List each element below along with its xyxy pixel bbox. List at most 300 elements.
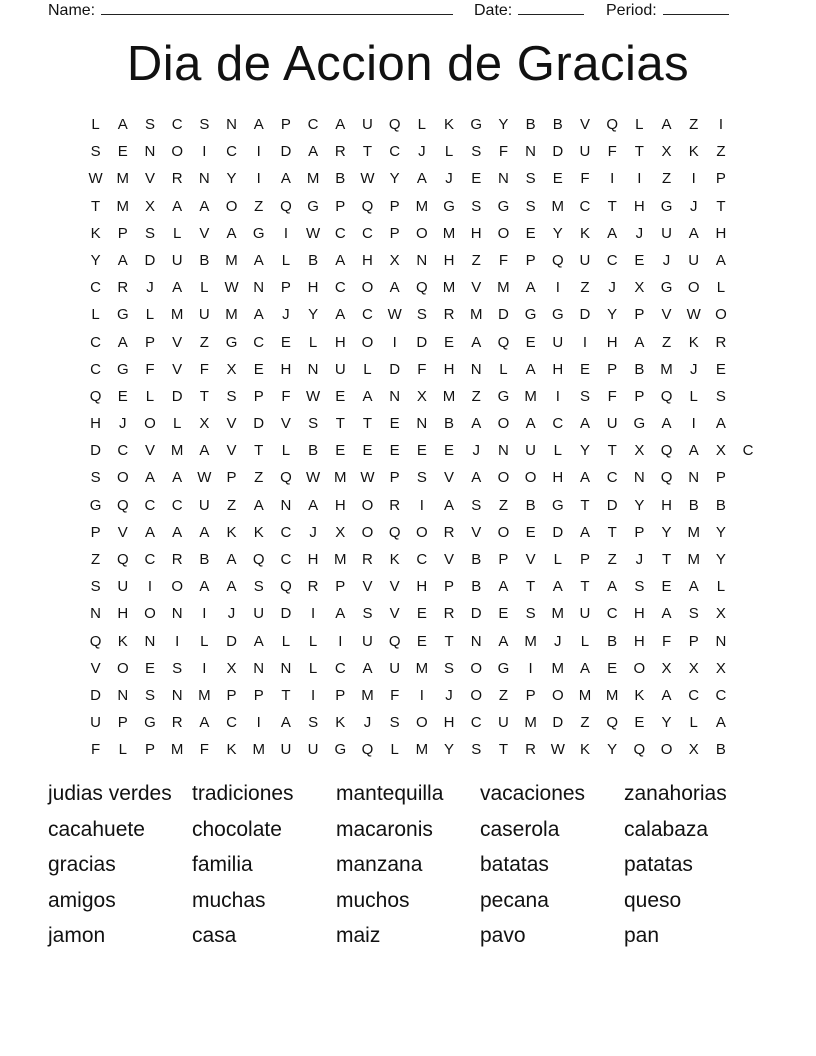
grid-letter[interactable]: L [281, 251, 291, 269]
grid-letter[interactable]: V [172, 360, 183, 378]
grid-letter[interactable]: A [471, 469, 482, 487]
grid-letter[interactable]: B [308, 251, 319, 269]
grid-letter[interactable]: S [525, 605, 536, 623]
grid-letter[interactable]: H [633, 197, 645, 215]
grid-letter[interactable]: P [444, 578, 455, 596]
grid-letter[interactable]: Y [226, 170, 237, 188]
grid-letter[interactable]: I [419, 496, 424, 514]
grid-letter[interactable]: Y [661, 714, 672, 732]
grid-letter[interactable]: R [171, 170, 183, 188]
grid-letter[interactable]: V [661, 306, 672, 324]
grid-letter[interactable]: Y [661, 523, 672, 541]
grid-letter[interactable]: G [334, 741, 347, 759]
grid-letter[interactable]: A [335, 306, 346, 324]
grid-letter[interactable]: Y [308, 306, 319, 324]
grid-letter[interactable]: A [117, 251, 128, 269]
grid-letter[interactable]: S [308, 415, 319, 433]
grid-letter[interactable]: E [607, 659, 618, 677]
grid-letter[interactable]: N [198, 170, 210, 188]
grid-letter[interactable]: P [607, 360, 618, 378]
grid-letter[interactable]: D [280, 605, 292, 623]
grid-letter[interactable]: A [715, 415, 726, 433]
grid-letter[interactable]: L [200, 279, 209, 297]
grid-letter[interactable]: Q [606, 714, 618, 732]
grid-letter[interactable]: O [225, 197, 238, 215]
grid-letter[interactable]: Q [388, 632, 401, 650]
grid-letter[interactable]: O [416, 523, 428, 541]
grid-letter[interactable]: I [202, 605, 207, 623]
grid-letter[interactable]: P [280, 116, 291, 133]
grid-letter[interactable]: I [718, 116, 723, 133]
grid-letter[interactable]: B [688, 496, 699, 514]
grid-letter[interactable]: T [444, 632, 454, 650]
grid-letter[interactable]: P [335, 197, 346, 215]
grid-letter[interactable]: X [715, 442, 726, 460]
grid-letter[interactable]: L [281, 632, 291, 650]
grid-letter[interactable]: O [116, 659, 129, 677]
grid-letter[interactable]: L [308, 632, 318, 650]
grid-letter[interactable]: W [306, 387, 321, 405]
grid-letter[interactable]: A [607, 578, 618, 596]
grid-letter[interactable]: I [202, 143, 207, 161]
grid-letter[interactable]: L [444, 143, 454, 161]
grid-letter[interactable]: T [580, 578, 590, 596]
grid-letter[interactable]: N [171, 686, 183, 704]
grid-letter[interactable]: C [389, 143, 401, 161]
grid-letter[interactable]: H [280, 360, 292, 378]
grid-letter[interactable]: U [389, 659, 401, 677]
grid-letter[interactable]: Z [716, 143, 726, 161]
grid-letter[interactable]: A [308, 496, 319, 514]
grid-letter[interactable]: Y [552, 224, 563, 242]
grid-letter[interactable]: U [198, 306, 210, 324]
grid-letter[interactable]: G [660, 197, 673, 215]
grid-letter[interactable]: O [116, 469, 129, 487]
grid-letter[interactable]: I [256, 170, 261, 188]
grid-letter[interactable]: C [416, 551, 428, 568]
grid-letter[interactable]: A [172, 469, 183, 487]
grid-letter[interactable]: M [225, 306, 238, 324]
grid-letter[interactable]: H [117, 605, 129, 623]
grid-letter[interactable]: A [498, 632, 509, 650]
grid-letter[interactable]: S [90, 578, 101, 596]
grid-letter[interactable]: A [688, 442, 699, 460]
grid-letter[interactable]: C [362, 224, 373, 242]
grid-letter[interactable]: J [608, 279, 616, 297]
grid-letter[interactable]: D [171, 387, 183, 405]
grid-letter[interactable]: S [715, 387, 726, 405]
grid-letter[interactable]: M [170, 306, 184, 324]
grid-letter[interactable]: F [661, 632, 672, 650]
grid-letter[interactable]: C [280, 523, 292, 541]
grid-letter[interactable]: J [635, 224, 644, 242]
grid-letter[interactable]: S [144, 116, 155, 133]
grid-letter[interactable]: I [392, 333, 397, 351]
grid-letter[interactable]: Z [91, 551, 101, 568]
grid-letter[interactable]: U [280, 741, 292, 759]
grid-letter[interactable]: E [634, 714, 645, 732]
grid-letter[interactable]: E [117, 387, 128, 405]
grid-letter[interactable]: Q [388, 523, 401, 541]
grid-letter[interactable]: L [553, 442, 562, 460]
grid-letter[interactable]: U [117, 578, 129, 596]
grid-letter[interactable]: K [688, 143, 699, 161]
grid-letter[interactable]: M [687, 523, 700, 541]
grid-letter[interactable]: X [389, 251, 400, 269]
grid-letter[interactable]: O [687, 279, 700, 297]
grid-letter[interactable]: K [579, 224, 590, 242]
grid-letter[interactable]: C [90, 360, 102, 378]
grid-letter[interactable]: L [281, 442, 291, 460]
grid-letter[interactable]: I [202, 659, 207, 677]
grid-letter[interactable]: E [498, 605, 509, 623]
grid-letter[interactable]: U [688, 251, 700, 269]
grid-letter[interactable]: V [226, 442, 237, 460]
grid-letter[interactable]: I [528, 659, 533, 677]
grid-letter[interactable]: M [170, 442, 184, 460]
grid-letter[interactable]: I [175, 632, 180, 650]
grid-letter[interactable]: J [146, 279, 154, 297]
grid-letter[interactable]: M [524, 387, 537, 405]
grid-letter[interactable]: T [281, 686, 291, 704]
grid-letter[interactable]: U [606, 415, 618, 433]
grid-letter[interactable]: P [253, 686, 264, 704]
grid-letter[interactable]: O [171, 578, 183, 596]
grid-letter[interactable]: Y [715, 551, 726, 568]
grid-letter[interactable]: V [199, 224, 210, 242]
grid-letter[interactable]: L [145, 306, 155, 324]
grid-letter[interactable]: G [443, 197, 455, 215]
grid-letter[interactable]: P [715, 469, 726, 487]
grid-letter[interactable]: A [634, 333, 645, 351]
grid-letter[interactable]: R [117, 279, 129, 297]
grid-letter[interactable]: I [147, 578, 153, 596]
grid-letter[interactable]: H [715, 224, 727, 242]
grid-letter[interactable]: C [144, 551, 156, 568]
grid-letter[interactable]: S [362, 605, 373, 623]
grid-letter[interactable]: P [688, 632, 699, 650]
grid-letter[interactable]: Z [498, 496, 508, 514]
grid-letter[interactable]: H [552, 469, 564, 487]
grid-letter[interactable]: V [389, 578, 400, 596]
grid-letter[interactable]: T [580, 496, 590, 514]
grid-letter[interactable]: U [198, 496, 210, 514]
grid-letter[interactable]: W [360, 170, 375, 188]
grid-letter[interactable]: A [362, 659, 373, 677]
grid-letter[interactable]: E [525, 224, 536, 242]
grid-letter[interactable]: Q [280, 197, 292, 215]
grid-letter[interactable]: Q [551, 251, 564, 269]
grid-letter[interactable]: O [497, 523, 510, 541]
grid-letter[interactable]: P [389, 224, 400, 242]
grid-letter[interactable]: P [525, 251, 536, 269]
grid-letter[interactable]: P [634, 387, 645, 405]
grid-letter[interactable]: P [389, 469, 400, 487]
grid-letter[interactable]: E [579, 360, 590, 378]
grid-letter[interactable]: E [389, 442, 400, 460]
grid-letter[interactable]: G [225, 333, 238, 351]
grid-letter[interactable]: Z [607, 551, 617, 568]
grid-letter[interactable]: A [444, 496, 455, 514]
grid-letter[interactable]: H [307, 551, 319, 568]
grid-letter[interactable]: A [389, 279, 400, 297]
grid-letter[interactable]: I [610, 170, 615, 188]
grid-letter[interactable]: G [551, 306, 564, 324]
grid-letter[interactable]: H [661, 496, 672, 514]
grid-letter[interactable]: A [525, 415, 536, 433]
grid-letter[interactable]: A [471, 415, 482, 433]
grid-letter[interactable]: U [525, 442, 537, 460]
grid-letter[interactable]: M [687, 551, 700, 568]
grid-letter[interactable]: G [524, 306, 537, 324]
grid-letter[interactable]: I [691, 170, 696, 188]
grid-letter[interactable]: G [660, 279, 673, 297]
grid-letter[interactable]: I [283, 224, 288, 242]
grid-letter[interactable]: N [470, 632, 482, 650]
grid-letter[interactable]: E [444, 442, 455, 460]
grid-letter[interactable]: Y [579, 442, 590, 460]
grid-letter[interactable]: N [497, 442, 509, 460]
grid-letter[interactable]: O [715, 306, 727, 324]
grid-letter[interactable]: C [470, 714, 482, 732]
grid-letter[interactable]: F [281, 387, 291, 405]
grid-letter[interactable]: A [688, 224, 699, 242]
grid-letter[interactable]: D [552, 143, 564, 161]
grid-letter[interactable]: S [416, 469, 427, 487]
grid-letter[interactable]: A [715, 251, 726, 269]
grid-letter[interactable]: M [225, 251, 238, 269]
grid-letter[interactable]: X [144, 197, 155, 215]
grid-letter[interactable]: A [199, 578, 210, 596]
grid-letter[interactable]: P [117, 714, 128, 732]
grid-letter[interactable]: R [443, 523, 455, 541]
grid-letter[interactable]: S [199, 116, 210, 133]
grid-letter[interactable]: F [607, 387, 617, 405]
grid-letter[interactable]: K [634, 686, 645, 704]
grid-letter[interactable]: O [144, 415, 156, 433]
grid-letter[interactable]: A [172, 279, 183, 297]
grid-letter[interactable]: V [471, 279, 482, 297]
grid-letter[interactable]: J [309, 523, 317, 541]
grid-letter[interactable]: C [226, 143, 237, 161]
grid-letter[interactable]: U [497, 714, 509, 732]
grid-letter[interactable]: H [307, 279, 319, 297]
grid-letter[interactable]: A [579, 523, 590, 541]
grid-letter[interactable]: B [525, 496, 536, 514]
grid-letter[interactable]: Z [661, 333, 672, 351]
grid-letter[interactable]: N [253, 279, 265, 297]
grid-letter[interactable]: I [256, 714, 261, 732]
grid-letter[interactable]: T [362, 415, 373, 433]
name-field[interactable] [48, 0, 453, 20]
grid-letter[interactable]: P [389, 197, 400, 215]
grid-letter[interactable]: A [199, 714, 210, 732]
grid-letter[interactable]: Q [660, 387, 673, 405]
grid-letter[interactable]: C [742, 442, 754, 460]
grid-letter[interactable]: B [552, 116, 563, 133]
grid-letter[interactable]: G [470, 116, 483, 133]
grid-letter[interactable]: W [360, 469, 375, 487]
grid-letter[interactable]: U [171, 251, 183, 269]
grid-letter[interactable]: K [226, 741, 237, 759]
grid-letter[interactable]: W [306, 224, 321, 242]
grid-letter[interactable]: U [334, 360, 346, 378]
grid-letter[interactable]: F [91, 741, 101, 759]
grid-letter[interactable]: P [634, 306, 645, 324]
grid-letter[interactable]: E [335, 387, 346, 405]
grid-letter[interactable]: M [198, 686, 211, 704]
grid-letter[interactable]: W [387, 306, 402, 324]
grid-letter[interactable]: A [226, 224, 237, 242]
grid-letter[interactable]: P [226, 686, 237, 704]
grid-letter[interactable]: L [91, 306, 100, 324]
grid-letter[interactable]: O [361, 523, 374, 541]
grid-letter[interactable]: O [361, 496, 374, 514]
grid-letter[interactable]: H [606, 333, 618, 351]
grid-letter[interactable]: C [334, 224, 346, 242]
grid-letter[interactable]: T [362, 143, 373, 161]
grid-letter[interactable]: L [716, 578, 726, 596]
grid-letter[interactable]: C [606, 605, 618, 623]
grid-letter[interactable]: F [199, 741, 209, 759]
grid-letter[interactable]: V [444, 469, 455, 487]
grid-letter[interactable]: Q [252, 551, 265, 568]
grid-letter[interactable]: U [579, 143, 591, 161]
grid-letter[interactable]: U [552, 333, 564, 351]
grid-letter[interactable]: B [471, 551, 482, 568]
grid-letter[interactable]: D [90, 442, 102, 460]
period-blank[interactable] [663, 0, 729, 15]
grid-letter[interactable]: V [144, 170, 155, 188]
grid-letter[interactable]: M [551, 659, 565, 677]
grid-letter[interactable]: C [90, 279, 102, 297]
grid-letter[interactable]: P [715, 170, 726, 188]
grid-letter[interactable]: B [199, 551, 210, 568]
grid-letter[interactable]: C [362, 306, 373, 324]
grid-letter[interactable]: L [91, 116, 100, 133]
date-blank[interactable] [518, 0, 584, 15]
grid-letter[interactable]: X [715, 605, 726, 623]
grid-letter[interactable]: C [226, 714, 237, 732]
grid-letter[interactable]: E [416, 442, 427, 460]
grid-letter[interactable]: F [199, 360, 209, 378]
grid-letter[interactable]: R [715, 333, 727, 351]
grid-letter[interactable]: Q [361, 197, 374, 215]
grid-letter[interactable]: A [335, 251, 346, 269]
grid-letter[interactable]: B [199, 251, 210, 269]
grid-letter[interactable]: A [144, 469, 155, 487]
grid-letter[interactable]: A [199, 442, 210, 460]
grid-letter[interactable]: L [308, 659, 318, 677]
grid-letter[interactable]: A [335, 605, 346, 623]
grid-letter[interactable]: C [606, 251, 618, 269]
grid-letter[interactable]: E [335, 442, 346, 460]
grid-letter[interactable]: W [197, 469, 212, 487]
grid-letter[interactable]: S [144, 686, 155, 704]
grid-letter[interactable]: W [550, 741, 565, 759]
grid-letter[interactable]: K [688, 333, 699, 351]
grid-letter[interactable]: M [170, 741, 184, 759]
grid-letter[interactable]: J [635, 551, 644, 568]
grid-letter[interactable]: A [661, 415, 672, 433]
grid-letter[interactable]: A [498, 578, 509, 596]
grid-letter[interactable]: X [661, 143, 672, 161]
grid-letter[interactable]: V [226, 415, 237, 433]
grid-letter[interactable]: C [334, 659, 346, 677]
grid-letter[interactable]: E [362, 442, 373, 460]
grid-letter[interactable]: A [144, 523, 155, 541]
grid-letter[interactable]: V [471, 523, 482, 541]
grid-letter[interactable]: E [253, 360, 264, 378]
grid-letter[interactable]: J [662, 251, 671, 269]
grid-letter[interactable]: G [633, 415, 646, 433]
grid-letter[interactable]: C [117, 442, 129, 460]
grid-letter[interactable]: A [280, 170, 291, 188]
grid-letter[interactable]: R [443, 306, 455, 324]
grid-letter[interactable]: T [607, 442, 617, 460]
grid-letter[interactable]: W [306, 469, 321, 487]
grid-letter[interactable]: N [416, 415, 428, 433]
grid-letter[interactable]: N [144, 632, 156, 650]
grid-letter[interactable]: Q [116, 496, 129, 514]
grid-letter[interactable]: M [334, 551, 347, 568]
grid-letter[interactable]: N [253, 659, 265, 677]
grid-letter[interactable]: O [524, 469, 537, 487]
grid-letter[interactable]: V [90, 659, 101, 677]
grid-letter[interactable]: M [605, 686, 619, 704]
grid-letter[interactable]: A [308, 143, 319, 161]
grid-letter[interactable]: X [226, 360, 237, 378]
name-blank[interactable] [101, 0, 453, 15]
grid-letter[interactable]: E [389, 415, 400, 433]
grid-letter[interactable]: F [417, 360, 427, 378]
grid-letter[interactable]: E [471, 170, 482, 188]
grid-letter[interactable]: K [117, 632, 128, 650]
grid-letter[interactable]: H [443, 714, 455, 732]
grid-letter[interactable]: N [307, 360, 319, 378]
grid-letter[interactable]: H [416, 578, 428, 596]
grid-letter[interactable]: P [253, 387, 264, 405]
grid-letter[interactable]: C [144, 496, 156, 514]
grid-letter[interactable]: L [200, 632, 209, 650]
grid-letter[interactable]: E [416, 632, 427, 650]
grid-letter[interactable]: P [525, 686, 536, 704]
grid-letter[interactable]: G [307, 197, 319, 215]
grid-letter[interactable]: K [226, 523, 237, 541]
grid-letter[interactable]: Z [689, 116, 699, 133]
grid-letter[interactable]: C [552, 415, 564, 433]
grid-letter[interactable]: A [280, 714, 291, 732]
grid-letter[interactable]: A [172, 523, 183, 541]
grid-letter[interactable]: X [416, 387, 427, 405]
grid-letter[interactable]: S [144, 224, 155, 242]
grid-letter[interactable]: G [116, 360, 129, 378]
grid-letter[interactable]: Z [226, 496, 237, 514]
grid-letter[interactable]: O [361, 279, 374, 297]
grid-letter[interactable]: N [470, 360, 482, 378]
grid-letter[interactable]: D [144, 251, 156, 269]
grid-letter[interactable]: J [227, 605, 236, 623]
grid-letter[interactable]: M [116, 197, 130, 215]
grid-letter[interactable]: Y [607, 741, 618, 759]
grid-letter[interactable]: E [552, 170, 563, 188]
grid-letter[interactable]: B [335, 170, 346, 188]
grid-letter[interactable]: C [280, 551, 292, 568]
grid-letter[interactable]: N [144, 143, 156, 161]
grid-letter[interactable]: A [253, 251, 264, 269]
grid-letter[interactable]: N [90, 605, 102, 623]
grid-letter[interactable]: J [445, 686, 453, 704]
